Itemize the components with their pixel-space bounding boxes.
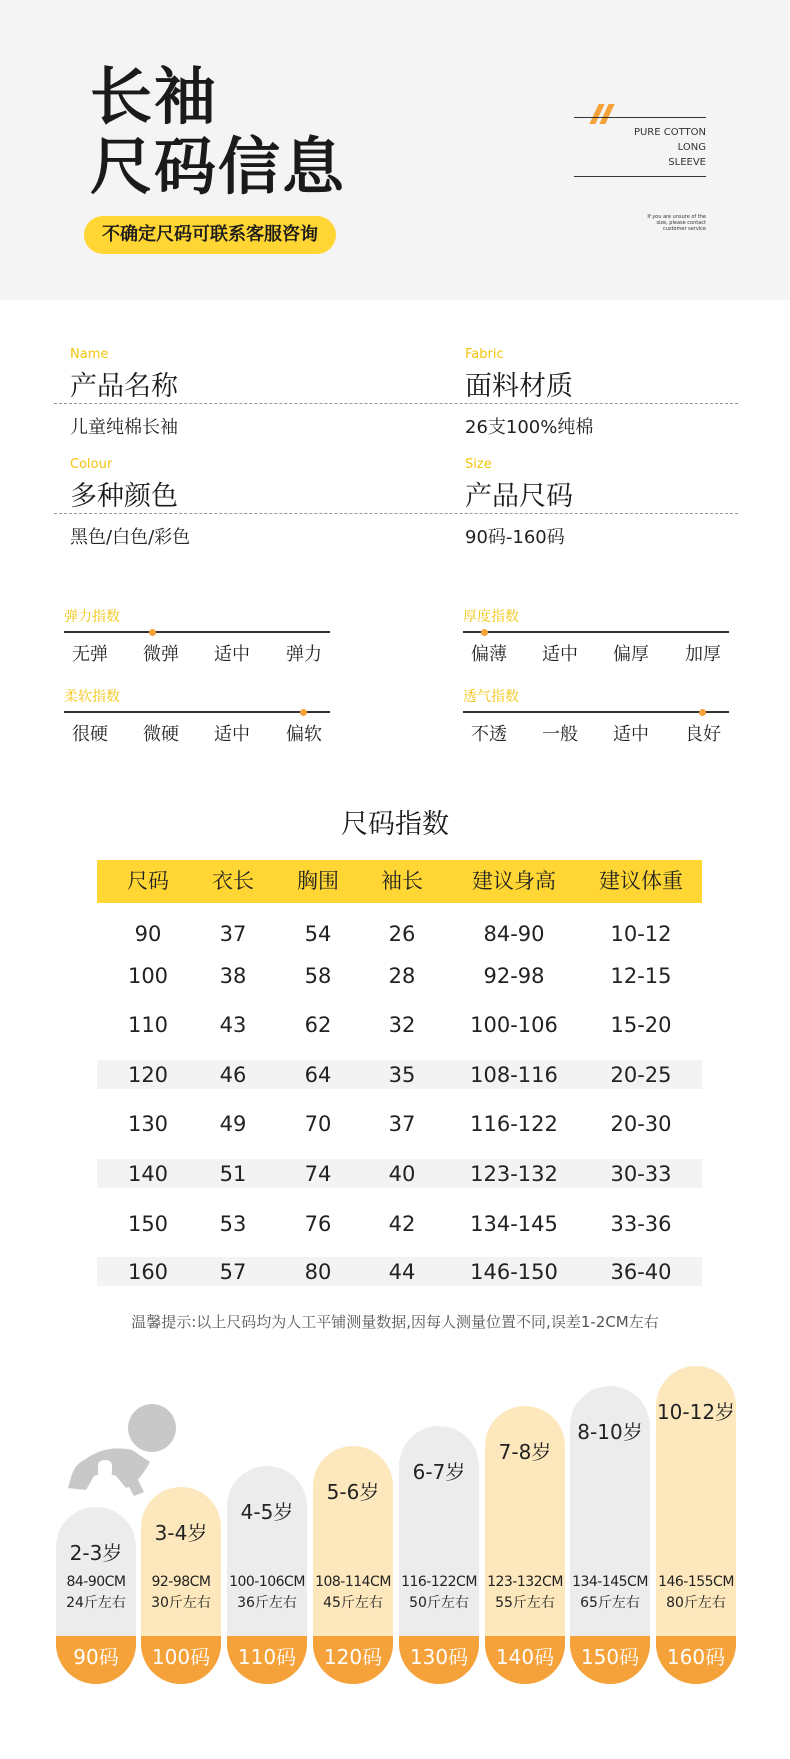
table-cell: 74 [304,1162,332,1186]
measurement-note: 温馨提示:以上尺码均为人工平铺测量数据,因每人测量位置不同,误差1-2CM左右 [131,1313,659,1331]
page-title [90,62,346,202]
index-scale-line [463,711,729,713]
table-cell: 84-90 [483,922,545,946]
bar-weight: 50斤左右 [409,1595,469,1611]
table-header-cell: 建议身高 [472,869,556,893]
bar-weight: 55斤左右 [495,1595,555,1611]
table-cell: 58 [304,964,332,988]
bar-size-label: 90码 [56,1636,136,1684]
age-bar-110码 [227,1466,307,1684]
deco-divider [574,176,706,177]
table-cell: 150 [127,1212,169,1236]
index-option: 一般 [542,724,578,745]
bar-height-range: 84-90CM [66,1574,126,1590]
info-fabric-value: 26支100%纯棉 [465,417,594,438]
table-cell: 33-36 [610,1212,672,1236]
table-cell: 20-25 [610,1063,672,1087]
contact-service-pill: 不确定尺码可联系客服咨询 [84,216,336,254]
table-header-cell: 衣长 [212,869,254,893]
index-title: 柔软指数 [64,689,120,705]
bar-weight: 65斤左右 [580,1595,640,1611]
bar-age-label: 6-7岁 [412,1460,466,1484]
bar-weight: 45斤左右 [323,1595,383,1611]
info-size-en: Size [465,457,492,472]
title-line-1: 长袖 [90,60,219,133]
table-header-cell: 尺码 [127,869,169,893]
table-cell: 92-98 [483,964,545,988]
table-cell: 26 [388,922,416,946]
table-cell: 134-145 [470,1212,558,1236]
table-cell: 44 [388,1260,416,1284]
title-line-2: 尺码信息 [90,130,347,203]
bar-height-range: 100-106CM [229,1574,305,1590]
table-cell: 120 [127,1063,169,1087]
index-scale-line [64,711,330,713]
deco-text-line: PURE COTTON [633,127,706,138]
size-table-header [97,860,702,903]
table-cell: 54 [304,922,332,946]
table-cell: 53 [219,1212,247,1236]
table-header-cell: 建议体重 [599,869,683,893]
index-scale-line [64,631,330,633]
index-scale-line [463,631,729,633]
index-marker-dot [699,709,706,716]
bar-height-range: 92-98CM [151,1574,211,1590]
index-option: 偏薄 [471,644,507,665]
table-cell: 160 [127,1260,169,1284]
info-name-title: 产品名称 [70,371,178,402]
table-cell: 42 [388,1212,416,1236]
age-bar-120码 [313,1446,393,1684]
table-cell: 30-33 [610,1162,672,1186]
deco-divider [574,117,706,118]
table-cell: 116-122 [470,1112,558,1136]
age-bar-100码 [141,1487,221,1684]
table-cell: 28 [388,964,416,988]
index-option: 适中 [214,644,250,665]
table-cell: 70 [304,1112,332,1136]
bar-weight: 24斤左右 [66,1595,126,1611]
bar-size-label: 100码 [141,1636,221,1684]
deco-text-line: SLEEVE [668,157,706,168]
bar-weight: 80斤左右 [666,1595,726,1611]
table-cell: 90 [134,922,162,946]
table-cell: 123-132 [470,1162,558,1186]
index-option: 良好 [685,724,721,745]
bar-size-label: 160码 [656,1636,736,1684]
index-option: 微弹 [143,644,179,665]
bar-age-label: 5-6岁 [326,1480,380,1504]
bar-height-range: 134-145CM [572,1574,648,1590]
table-cell: 15-20 [610,1013,672,1037]
age-bar-140码 [485,1406,565,1684]
bar-size-label: 130码 [399,1636,479,1684]
info-colour-title: 多种颜色 [70,481,178,512]
table-cell: 32 [388,1013,416,1037]
deco-small-line: If you are unsure of the [647,214,706,220]
index-option: 加厚 [685,644,721,665]
bar-size-label: 120码 [313,1636,393,1684]
index-option: 偏软 [286,724,322,745]
age-bar-150码 [570,1386,650,1684]
deco-text [574,125,706,170]
table-cell: 51 [219,1162,247,1186]
index-option: 微硬 [143,724,179,745]
bar-age-label: 3-4岁 [154,1521,208,1545]
deco-small-line: size, please contact [656,220,706,226]
table-cell: 100-106 [470,1013,558,1037]
info-fabric-title: 面料材质 [465,371,573,402]
age-bar-130码 [399,1426,479,1684]
bar-height-range: 146-155CM [658,1574,734,1590]
bar-age-label: 8-10岁 [577,1420,643,1444]
index-option: 无弹 [72,644,108,665]
bar-size-label: 110码 [227,1636,307,1684]
age-bar-160码 [656,1366,736,1684]
table-cell: 10-12 [610,922,672,946]
table-cell: 20-30 [610,1112,672,1136]
info-fabric-en: Fabric [465,347,504,362]
table-header-cell: 袖长 [381,869,423,893]
index-option: 不透 [471,724,507,745]
table-cell: 43 [219,1013,247,1037]
table-header-cell: 胸围 [297,869,339,893]
info-size-value: 90码-160码 [465,527,565,548]
table-cell: 76 [304,1212,332,1236]
index-option: 适中 [214,724,250,745]
age-bar-90码 [56,1507,136,1684]
index-marker-dot [149,629,156,636]
deco-small-text [574,214,706,232]
index-title: 透气指数 [463,689,519,705]
bar-age-label: 4-5岁 [240,1500,294,1524]
bar-age-label: 10-12岁 [656,1400,736,1424]
bar-age-label: 2-3岁 [69,1541,123,1565]
index-option: 很硬 [72,724,108,745]
table-cell: 80 [304,1260,332,1284]
index-option: 弹力 [286,644,322,665]
index-marker-dot [300,709,307,716]
info-colour-en: Colour [70,457,113,472]
info-name-en: Name [70,347,109,362]
table-cell: 38 [219,964,247,988]
bar-height-range: 116-122CM [401,1574,477,1590]
index-title: 厚度指数 [463,609,519,625]
deco-small-line: customer service [662,226,706,232]
index-option: 适中 [613,724,649,745]
table-cell: 100 [127,964,169,988]
bar-height-range: 123-132CM [487,1574,563,1590]
dotted-divider [54,513,738,514]
table-cell: 146-150 [470,1260,558,1284]
info-name-value: 儿童纯棉长袖 [70,417,178,438]
table-cell: 140 [127,1162,169,1186]
table-cell: 40 [388,1162,416,1186]
table-cell: 37 [388,1112,416,1136]
table-cell: 36-40 [610,1260,672,1284]
table-cell: 130 [127,1112,169,1136]
dotted-divider [54,403,738,404]
bar-height-range: 108-114CM [315,1574,391,1590]
table-cell: 12-15 [610,964,672,988]
table-cell: 46 [219,1063,247,1087]
deco-text-line: LONG [677,142,706,153]
bar-size-label: 150码 [570,1636,650,1684]
table-cell: 49 [219,1112,247,1136]
bar-weight: 30斤左右 [151,1595,211,1611]
table-cell: 57 [219,1260,247,1284]
table-cell: 64 [304,1063,332,1087]
bar-weight: 36斤左右 [237,1595,297,1611]
index-option: 适中 [542,644,578,665]
size-table-title: 尺码指数 [341,809,449,840]
bar-age-label: 7-8岁 [498,1440,552,1464]
index-title: 弹力指数 [64,609,120,625]
info-size-title: 产品尺码 [465,481,573,512]
index-marker-dot [481,629,488,636]
table-cell: 37 [219,922,247,946]
index-option: 偏厚 [613,644,649,665]
info-colour-value: 黑色/白色/彩色 [70,527,191,548]
table-cell: 35 [388,1063,416,1087]
bar-size-label: 140码 [485,1636,565,1684]
table-cell: 62 [304,1013,332,1037]
table-cell: 110 [127,1013,169,1037]
table-cell: 108-116 [470,1063,558,1087]
